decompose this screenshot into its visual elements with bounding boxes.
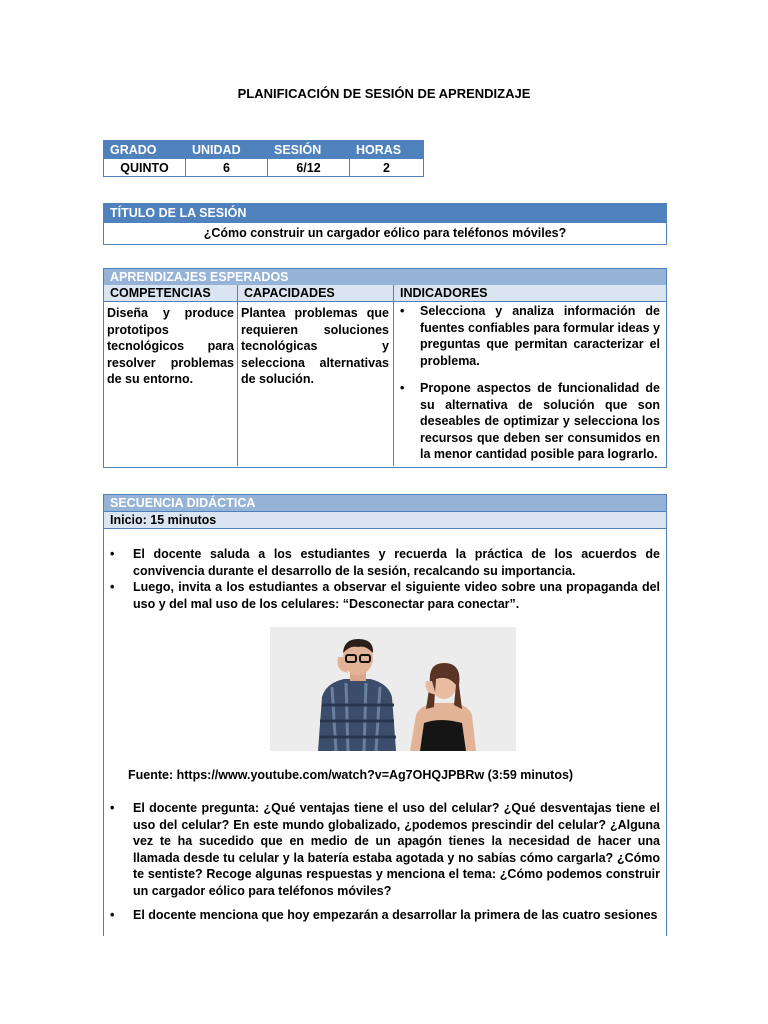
unidad-header: UNIDAD <box>186 141 268 159</box>
grado-value: QUINTO <box>104 159 186 177</box>
horas-header: HORAS <box>350 141 424 159</box>
video-duration: (3:59 minutos) <box>487 768 574 782</box>
people-on-phones-illustration <box>270 627 516 751</box>
indicador-item: • Propone aspectos de funcionalidad de su alternativa de solución que son deseables de optimizar y selecciona los recursos que deben ser consumidos en la menor cantidad posible para lograrlo. <box>394 380 660 463</box>
session-title-header: TÍTULO DE LA SESIÓN <box>104 204 666 223</box>
didactic-sequence-header: SECUENCIA DIDÁCTICA <box>104 495 666 511</box>
competencia-text: Diseña y produce prototipos tecnológicos para resolver problemas de su entorno. <box>107 306 234 386</box>
expected-learning-box <box>103 268 667 468</box>
sequence-bullet: • Luego, invita a los estudiantes a observar el siguiente video sobre una propaganda del uso y del mal uso de los celulares: “Desconectar para conectar”. <box>104 579 666 612</box>
indicadores-col-header: INDICADORES <box>394 285 666 301</box>
unidad-value: 6 <box>186 159 268 177</box>
inicio-row: Inicio: 15 minutos <box>104 511 666 529</box>
capacidad-text: Plantea problemas que requieren soluciones tecnológicas y selecciona alternativas de solución. <box>241 306 389 386</box>
sesion-header: SESIÓN <box>268 141 350 159</box>
indicador-item: • Selecciona y analiza información de fuentes confiables para formular ideas y preguntas que permitan caracterizar el problema. <box>394 303 660 369</box>
session-title-value: ¿Cómo construir un cargador eólico para teléfonos móviles? <box>203 226 567 240</box>
sequence-bullet: • El docente menciona que hoy empezarán a desarrollar la primera de las cuatro sesiones <box>104 907 666 924</box>
competencias-col-header: COMPETENCIAS <box>104 285 238 301</box>
indicadores-list <box>394 303 660 463</box>
expected-learning-header: APRENDIZAJES ESPERADOS <box>104 269 666 285</box>
capacidades-col-header: CAPACIDADES <box>238 285 394 301</box>
horas-value: 2 <box>350 159 424 177</box>
document-title: PLANIFICACIÓN DE SESIÓN DE APRENDIZAJE <box>237 86 531 101</box>
sesion-value: 6/12 <box>268 159 350 177</box>
sequence-bullet: • El docente pregunta: ¿Qué ventajas tiene el uso del celular? ¿Qué desventajas tiene el uso del celular? En este mundo globalizado, ¿podemos prescindir del celular? ¿Alguna vez te ha sucedido que en medio de un apagón tienes la necesidad de hacer una llamada desde tu celular y la batería estaba agotada y no sabías cómo cargarla? ¿Cómo te sentiste? Recoge algunas respuestas y menciona el tema: ¿Cómo podemos construir un cargador eólico para teléfonos móviles? <box>104 800 666 899</box>
intro-bullets <box>104 546 666 612</box>
grado-header: GRADO <box>104 141 186 159</box>
question-bullets <box>104 800 666 924</box>
video-source-link[interactable]: Fuente: https://www.youtube.com/watch?v=Ag7OHQJPBRw <box>128 768 485 782</box>
video-source <box>128 768 658 782</box>
video-thumbnail-image <box>270 627 516 751</box>
session-info-table <box>103 140 424 177</box>
session-title-box <box>103 203 667 245</box>
sequence-bullet: • El docente saluda a los estudiantes y recuerda la práctica de los acuerdos de convivencia durante el desarrollo de la sesión, recalcando su importancia. <box>104 546 666 579</box>
